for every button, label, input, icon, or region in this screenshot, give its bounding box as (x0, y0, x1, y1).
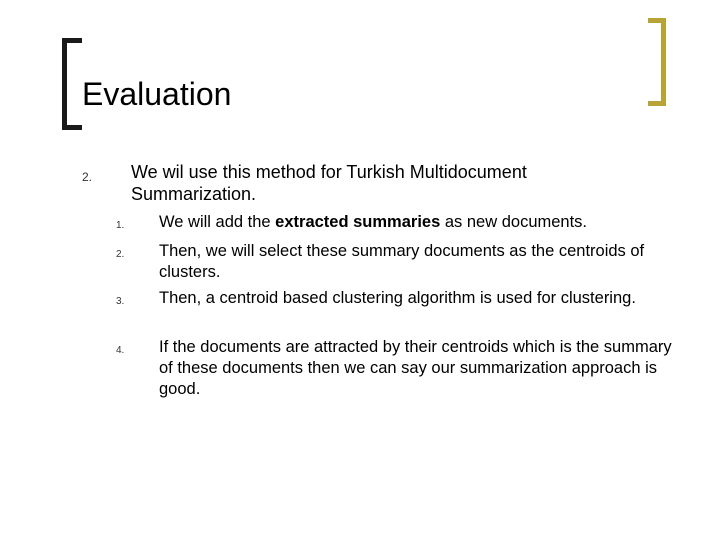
sub-item-number: 2. (116, 249, 125, 260)
slide-title: Evaluation (82, 76, 232, 112)
sub-item-text-plain: as new documents. (440, 213, 588, 231)
sub-item-number: 1. (116, 220, 125, 231)
sub-item-text-emphasis: extracted summaries (275, 213, 441, 231)
left-bracket-decoration (62, 38, 82, 130)
sub-item-number: 3. (116, 296, 125, 307)
sub-item-text (159, 212, 679, 233)
main-item-text: We wil use this method for Turkish Multidocument Summarization. (131, 162, 527, 204)
main-item-number: 2. (82, 170, 93, 184)
sub-item-number: 4. (116, 345, 125, 356)
sub-item-text: Then, we will select these summary documents as the centroids of clusters. (159, 242, 645, 281)
sub-item-text: If the documents are attracted by their centroids which is the summary of these documents then we can say our summarization approach is good. (159, 338, 672, 398)
sub-item-text-plain: We will add the (159, 213, 276, 231)
sub-item-text: Then, a centroid based clustering algorithm is used for clustering. (159, 289, 636, 307)
right-bracket-decoration (648, 18, 666, 106)
